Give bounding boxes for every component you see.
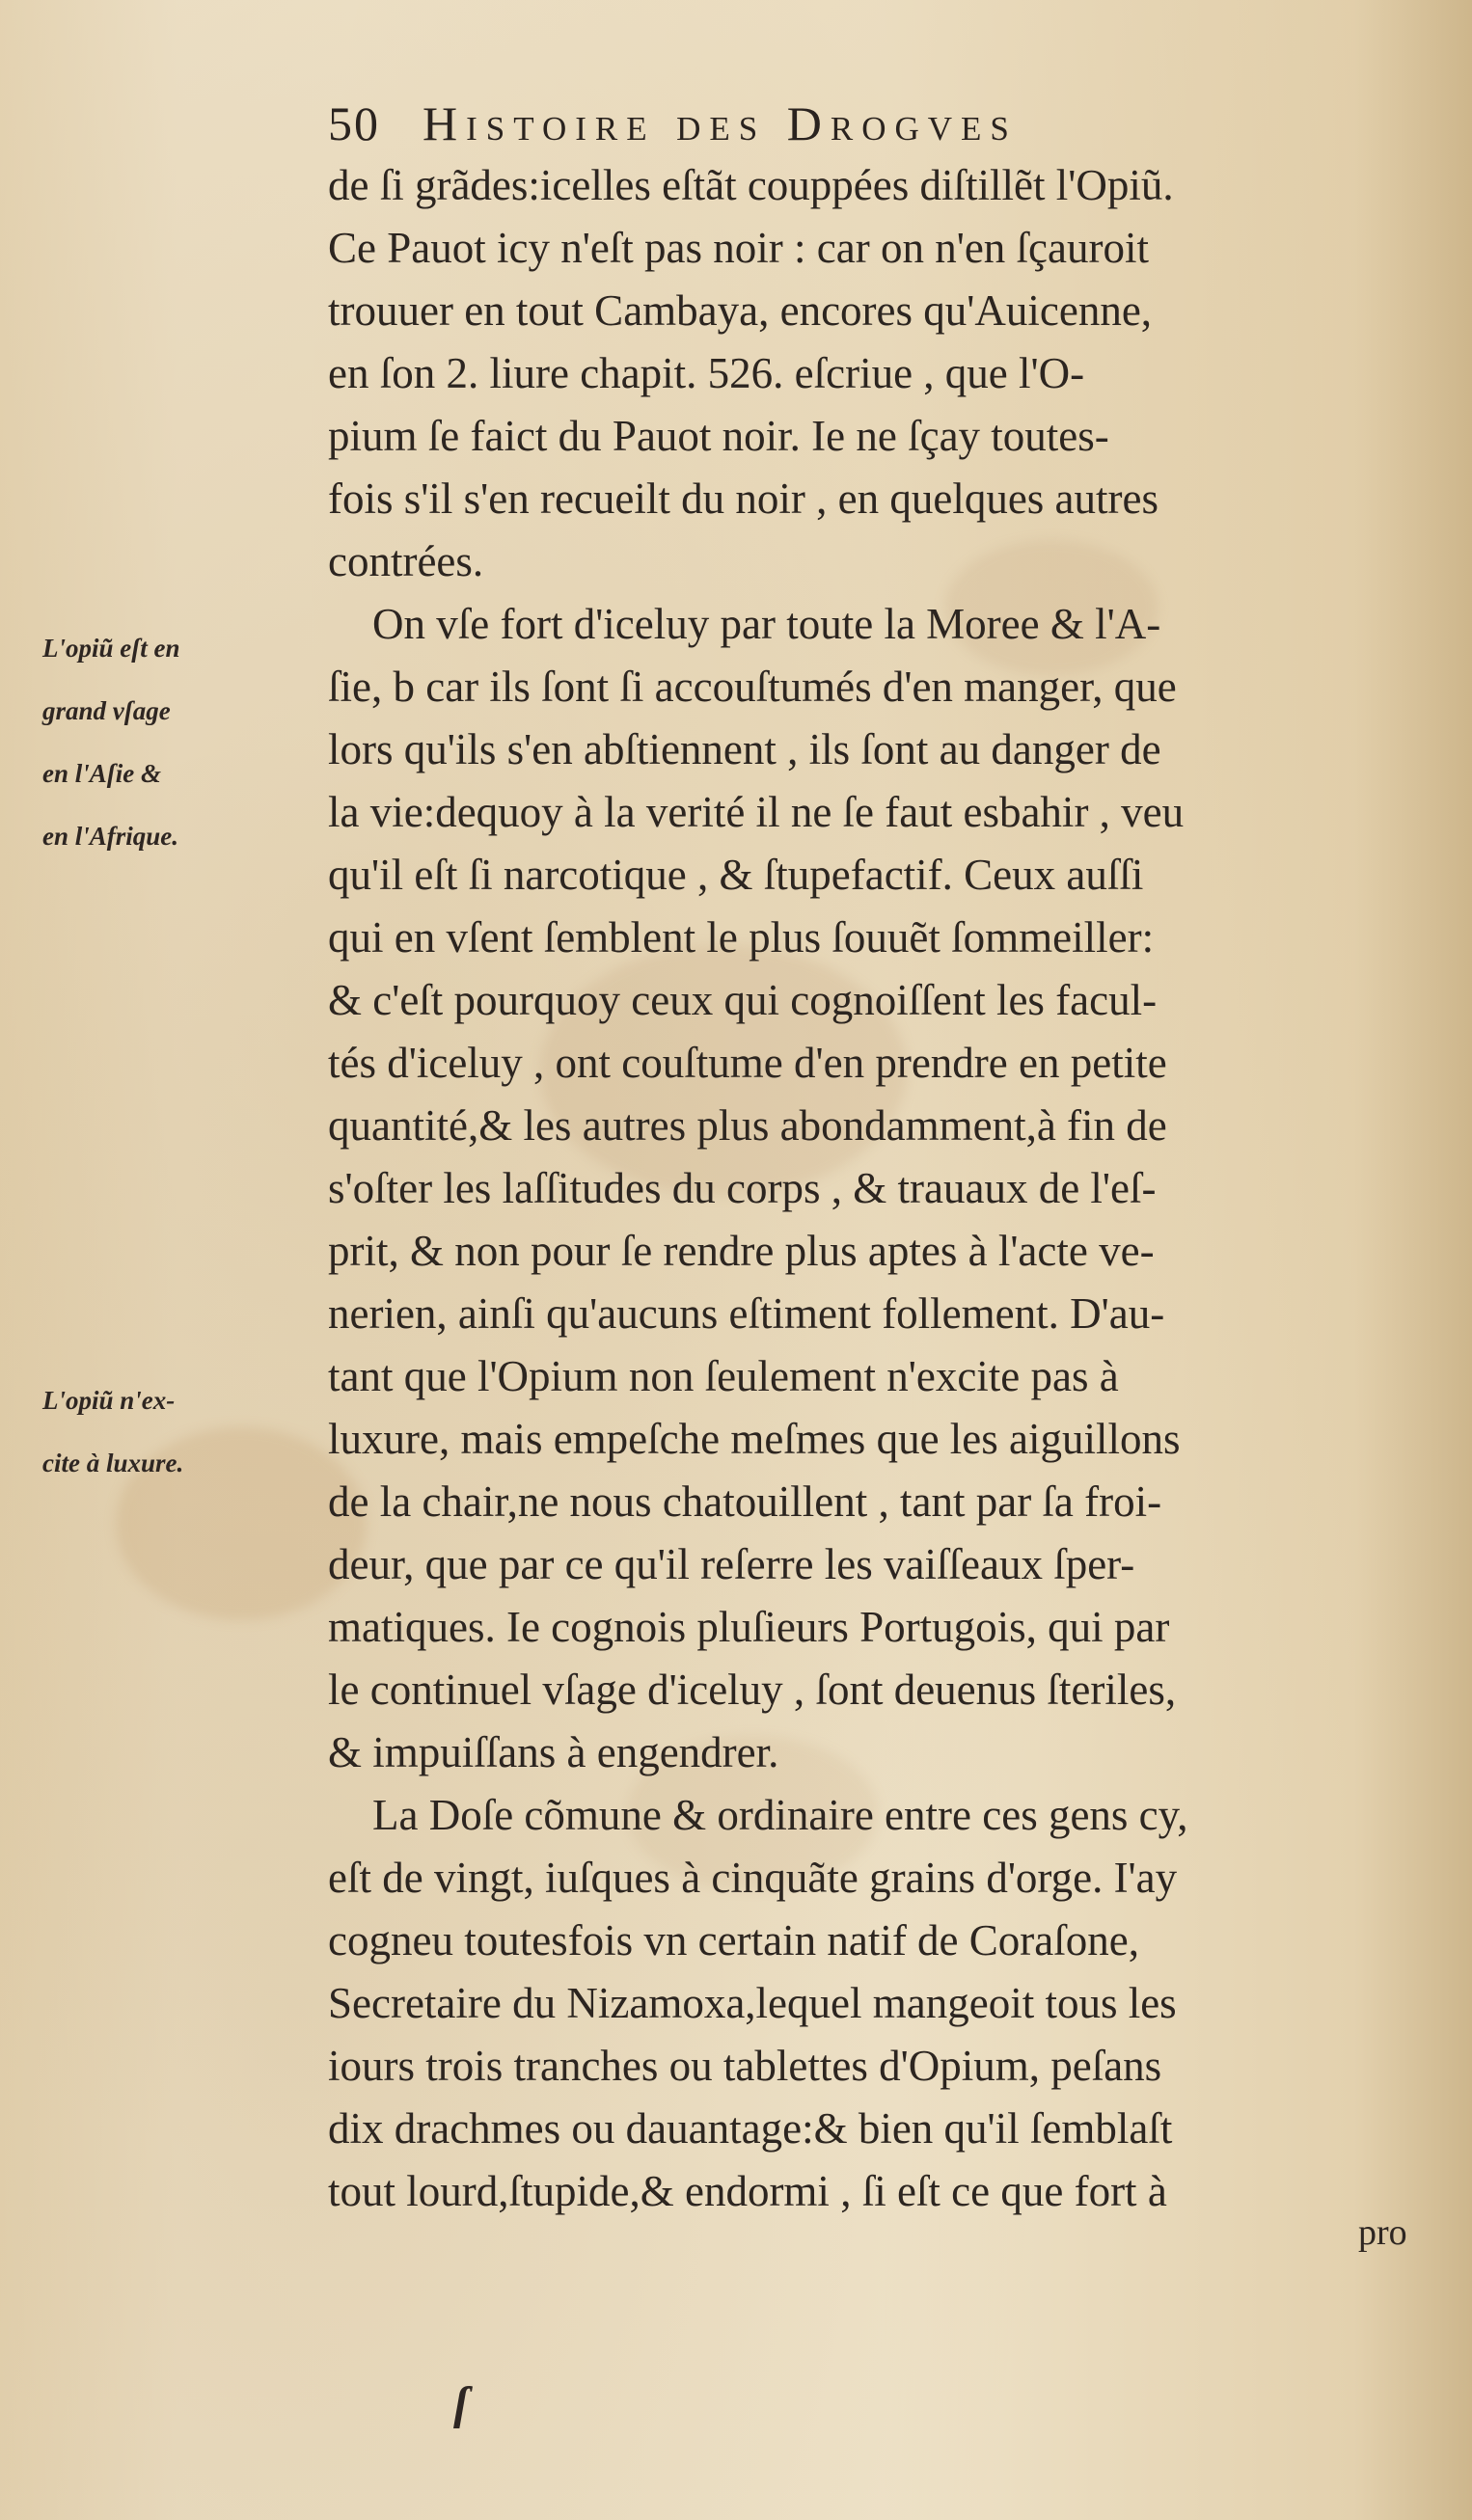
- text-line: la vie:dequoy à la verité il ne ſe faut esbahir , veu: [328, 788, 1185, 836]
- text-line: Secretaire du Nizamoxa,lequel mangeoit tous les: [328, 1979, 1177, 2027]
- margin-note-line: en l'Aſie &: [42, 759, 161, 788]
- text-line: nerien, ainſi qu'aucuns eſtiment follement. D'au-: [328, 1289, 1165, 1338]
- text-line: matiques. Ie cognois pluſieurs Portugois, qui par: [328, 1603, 1170, 1651]
- text-line: prit, & non pour ſe rendre plus aptes à l'acte ve-: [328, 1227, 1155, 1275]
- text-line: contrées.: [328, 537, 484, 585]
- page-number: 50: [328, 96, 380, 150]
- running-title: Histoire des Drogves: [423, 96, 1018, 150]
- running-head: [328, 95, 1389, 152]
- text-line: tout lourd,ſtupide,& endormi , ſi eſt ce que fort à: [328, 2167, 1167, 2215]
- margin-note-line: grand vſage: [42, 696, 171, 725]
- text-line: ſie, b car ils ſont ſi accouſtumés d'en manger, que: [328, 663, 1177, 711]
- margin-note-line: L'opiũ eſt en: [42, 634, 180, 663]
- text-line: dix drachmes ou dauantage:& bien qu'il ſemblaſt: [328, 2104, 1173, 2153]
- text-line: eſt de vingt, iuſques à cinquãte grains d'orge. I'ay: [328, 1854, 1178, 1902]
- text-line: s'oſter les laſſitudes du corps , & trauaux de l'eſ-: [328, 1164, 1157, 1212]
- margin-note-opium-use: [42, 617, 332, 868]
- text-line: tant que l'Opium non ſeulement n'excite pas à: [328, 1352, 1119, 1400]
- text-line: Ce Pauot icy n'eſt pas noir : car on n'en ſçauroit: [328, 224, 1149, 272]
- margin-note-line: L'opiũ n'ex-: [42, 1386, 176, 1415]
- text-line: & c'eſt pourquoy ceux qui cognoiſſent les facul-: [328, 976, 1158, 1024]
- margin-note-line: en l'Afrique.: [42, 822, 179, 851]
- text-line: de la chair,ne nous chatouillent , tant par ſa froi-: [328, 1477, 1162, 1526]
- text-line: cogneu toutesfois vn certain natif de Coraſone,: [328, 1916, 1139, 1965]
- text-line: iours trois tranches ou tablettes d'Opium, peſans: [328, 2042, 1162, 2090]
- signature-mark: ſ: [453, 2378, 469, 2429]
- main-text-block: [328, 154, 1408, 2223]
- text-line: fois s'il s'en recueilt du noir , en quelques autres: [328, 474, 1159, 523]
- text-line: trouuer en tout Cambaya, encores qu'Auicenne,: [328, 286, 1153, 335]
- margin-note-line: cite à luxure.: [42, 1449, 184, 1477]
- text-line: & impuiſſans à engendrer.: [328, 1728, 779, 1776]
- text-line: pium ſe faict du Pauot noir. Ie ne ſçay toutes-: [328, 412, 1109, 460]
- paragraph-start-line: On vſe fort d'iceluy par toute la Moree & l'A-: [372, 600, 1161, 648]
- text-line: lors qu'ils s'en abſtiennent , ils ſont au danger de: [328, 725, 1161, 773]
- text-line: luxure, mais empeſche meſmes que les aiguillons: [328, 1415, 1181, 1463]
- text-line: deur, que par ce qu'il reſerre les vaiſſeaux ſper-: [328, 1540, 1135, 1588]
- text-line: qui en vſent ſemblent le plus ſouuẽt ſommeiller:: [328, 913, 1155, 962]
- text-line: quantité,& les autres plus abondamment,à fin de: [328, 1101, 1167, 1150]
- catchword: pro: [1358, 2212, 1407, 2253]
- text-line: le continuel vſage d'iceluy , ſont deuenus ſteriles,: [328, 1666, 1177, 1714]
- margin-note-luxury: [42, 1369, 332, 1495]
- text-line: tés d'iceluy , ont couſtume d'en prendre en petite: [328, 1039, 1167, 1087]
- paragraph-start-line: La Doſe cõmune & ordinaire entre ces gens cy,: [372, 1791, 1188, 1839]
- text-line: en ſon 2. liure chapit. 526. eſcriue , que l'O-: [328, 349, 1085, 397]
- text-line: de ſi grãdes:icelles eſtãt couppées diſtillẽt l'Opiũ.: [328, 161, 1174, 209]
- text-line: qu'il eſt ſi narcotique , & ſtupefactif. Ceux auſſi: [328, 851, 1144, 899]
